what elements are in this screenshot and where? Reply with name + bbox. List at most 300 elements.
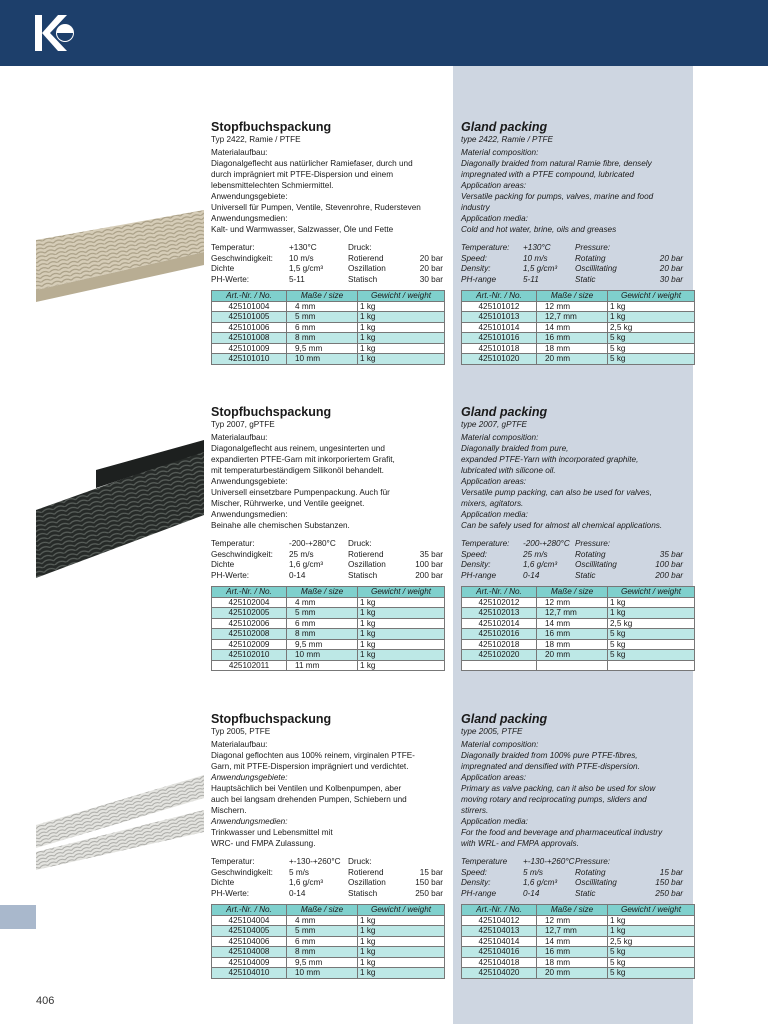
- table-row: [212, 968, 445, 979]
- spec-cell: 35 bar: [419, 549, 443, 559]
- description-line: Universell für Pumpen, Ventile, Stevenrohre, Rudersteven: [211, 203, 421, 212]
- table-cell: 425102009: [212, 639, 287, 650]
- table-cell: 14 mm: [537, 936, 608, 947]
- description-line: lubricated with silicone oil.: [461, 466, 556, 475]
- specifications: [461, 538, 695, 580]
- spec-cell: +-130-+260°C: [523, 857, 575, 866]
- table-cell: 425102008: [212, 629, 287, 640]
- table-cell: 425104012: [462, 915, 537, 926]
- table-cell: 1 kg: [358, 343, 445, 354]
- table-cell: 1 kg: [608, 608, 695, 619]
- table-cell: 1 kg: [608, 597, 695, 608]
- table-row: [462, 597, 695, 608]
- table-header: Art.-Nr. / No.: [462, 587, 537, 598]
- description-line: Cold and hot water, brine, oils and greases: [461, 225, 617, 234]
- table-row: [462, 312, 695, 323]
- table-cell: 12,7 mm: [537, 312, 608, 323]
- description-line: expandierten PTFE-Garn mit inkorporiertem Grafit,: [211, 455, 395, 464]
- table-header: Gewicht / weight: [358, 291, 445, 302]
- table-cell: 425102013: [462, 608, 537, 619]
- table-cell: 425102005: [212, 608, 287, 619]
- spec-cell: 200 bar: [655, 570, 683, 580]
- spec-cell: PH-Werte:: [211, 274, 250, 284]
- description-line: Hauptsächlich bei Ventilen und Kolbenpumpen, aber: [211, 784, 402, 793]
- spec-cell: 1,6 g/cm³: [523, 560, 558, 569]
- table-row: [462, 650, 695, 661]
- description-line: Material composition:: [461, 740, 539, 749]
- table-cell: 1 kg: [608, 312, 695, 323]
- table-cell: 425101013: [462, 312, 537, 323]
- table-cell: 20 mm: [537, 354, 608, 365]
- description-line: Material composition:: [461, 148, 539, 157]
- table-cell: 1 kg: [358, 936, 445, 947]
- article-table: [461, 904, 695, 979]
- table-row: [212, 354, 445, 365]
- table-cell: 9,5 mm: [287, 957, 358, 968]
- table-cell: 1 kg: [358, 915, 445, 926]
- description-line: Materialaufbau:: [211, 433, 268, 442]
- table-cell: [462, 660, 537, 671]
- table-cell: 1 kg: [358, 301, 445, 312]
- table-cell: 9,5 mm: [287, 639, 358, 650]
- header-bar: [0, 0, 768, 66]
- specifications: [211, 538, 445, 580]
- spec-cell: Temperatur:: [211, 857, 255, 866]
- spec-cell: Druck:: [348, 539, 372, 548]
- description-line: Mischern.: [211, 806, 247, 815]
- table-cell: 425101010: [212, 354, 287, 365]
- description-line: Versatile packing for pumps, valves, marine and food: [461, 192, 654, 201]
- spec-cell: [398, 242, 443, 253]
- table-row: [212, 333, 445, 344]
- spec-cell: Druck:: [348, 857, 372, 866]
- table-cell: 425101020: [462, 354, 537, 365]
- spec-cell: 10 m/s: [289, 253, 314, 263]
- spec-cell: 150 bar: [415, 878, 443, 887]
- description-line: Application media:: [461, 817, 528, 826]
- description-line: Versatile pump packing, can also be used for valves,: [461, 488, 652, 497]
- description-line: industry: [461, 203, 490, 212]
- description-line: Application media:: [461, 214, 528, 223]
- table-cell: 425101004: [212, 301, 287, 312]
- description-line: expanded PTFE-Yarn with incorporated graphite,: [461, 455, 639, 464]
- table-header: Gewicht / weight: [608, 905, 695, 916]
- table-header: Art.-Nr. / No.: [212, 587, 287, 598]
- table-cell: 425104008: [212, 947, 287, 958]
- spec-cell: [398, 856, 443, 867]
- table-cell: 425104010: [212, 968, 287, 979]
- table-row: [212, 629, 445, 640]
- description-line: mit temperaturbeständigem Silikonöl behandelt.: [211, 466, 384, 475]
- specifications: [461, 856, 695, 898]
- table-cell: 20 mm: [537, 650, 608, 661]
- table-cell: 1 kg: [358, 660, 445, 671]
- spec-cell: 1,5 g/cm³: [523, 264, 558, 273]
- table-cell: 425102004: [212, 597, 287, 608]
- table-cell: 2,5 kg: [608, 618, 695, 629]
- spec-cell: -200-+280°C: [523, 539, 570, 548]
- spec-cell: PH-range: [461, 274, 497, 284]
- spec-cell: 1,6 g/cm³: [523, 878, 558, 887]
- spec-cell: Statisch: [348, 274, 378, 284]
- table-row: [462, 639, 695, 650]
- table-cell: 1 kg: [358, 926, 445, 937]
- table-row: [212, 947, 445, 958]
- table-cell: 12 mm: [537, 915, 608, 926]
- table-cell: 5 kg: [608, 639, 695, 650]
- table-cell: 2,5 kg: [608, 322, 695, 333]
- table-cell: 425102016: [462, 629, 537, 640]
- spec-cell: Rotierend: [348, 549, 384, 559]
- article-table: [211, 586, 445, 671]
- spec-cell: 20 bar: [659, 264, 683, 273]
- table-cell: 6 mm: [287, 322, 358, 333]
- table-row: [212, 915, 445, 926]
- table-row: [462, 629, 695, 640]
- product-title: Stopfbuchspackung: [211, 120, 332, 134]
- table-cell: 425104018: [462, 957, 537, 968]
- spec-cell: Density:: [461, 264, 491, 273]
- table-cell: 5 kg: [608, 650, 695, 661]
- product-type: type 2422, Ramie / PTFE: [461, 135, 553, 144]
- table-row: [462, 957, 695, 968]
- table-cell: 1 kg: [358, 312, 445, 323]
- spec-cell: Temperatur:: [211, 243, 255, 252]
- table-cell: 425102011: [212, 660, 287, 671]
- table-cell: 1 kg: [358, 947, 445, 958]
- table-row: [462, 354, 695, 365]
- spec-cell: 100 bar: [415, 560, 443, 569]
- product-type: Typ 2005, PTFE: [211, 727, 271, 736]
- spec-cell: Rotating: [575, 549, 606, 559]
- table-row: [212, 597, 445, 608]
- table-header: Gewicht / weight: [358, 587, 445, 598]
- spec-cell: 1,6 g/cm³: [289, 560, 324, 569]
- description-line: Anwendungsmedien:: [211, 510, 288, 519]
- table-cell: 5 kg: [608, 629, 695, 640]
- table-cell: 1 kg: [358, 354, 445, 365]
- product-title: Gland packing: [461, 405, 548, 419]
- spec-cell: Oscillitating: [575, 560, 617, 569]
- table-cell: 18 mm: [537, 957, 608, 968]
- specifications: [461, 242, 695, 284]
- table-row: [462, 343, 695, 354]
- description-line: stirrers.: [461, 806, 489, 815]
- section-3-en: [461, 712, 695, 979]
- spec-cell: 25 m/s: [523, 549, 548, 559]
- table-cell: 425101009: [212, 343, 287, 354]
- table-row: [462, 322, 695, 333]
- spec-cell: 0-14: [523, 888, 540, 898]
- table-header: Art.-Nr. / No.: [212, 291, 287, 302]
- description-line: with WRL- and FMPA approvals.: [461, 839, 579, 848]
- table-cell: 1 kg: [608, 301, 695, 312]
- table-cell: 1 kg: [608, 915, 695, 926]
- table-cell: 425104016: [462, 947, 537, 958]
- spec-cell: 10 m/s: [523, 253, 548, 263]
- table-cell: 4 mm: [287, 301, 358, 312]
- spec-cell: Statisch: [348, 888, 378, 898]
- spec-cell: 150 bar: [655, 878, 683, 887]
- product-type: Typ 2422, Ramie / PTFE: [211, 135, 301, 144]
- table-cell: 10 mm: [287, 354, 358, 365]
- table-row: [462, 915, 695, 926]
- spec-cell: Rotating: [575, 867, 606, 877]
- table-cell: 1 kg: [358, 639, 445, 650]
- product-title: Stopfbuchspackung: [211, 405, 332, 419]
- table-cell: 5 kg: [608, 333, 695, 344]
- spec-cell: Dichte: [211, 560, 235, 569]
- spec-cell: Speed:: [461, 253, 487, 263]
- spec-cell: 15 bar: [419, 867, 443, 877]
- spec-cell: 5 m/s: [523, 867, 544, 877]
- spec-cell: Oscillitating: [575, 878, 617, 887]
- page-number: 406: [36, 995, 55, 1007]
- table-row: [462, 301, 695, 312]
- spec-cell: Temperature:: [461, 539, 510, 548]
- table-cell: 14 mm: [537, 618, 608, 629]
- table-cell: 425102012: [462, 597, 537, 608]
- table-cell: 5 kg: [608, 947, 695, 958]
- table-cell: 425104006: [212, 936, 287, 947]
- description-line: lebensmittelechten Schmiermittel.: [211, 181, 334, 190]
- description-line: impregnated with a PTFE compound, lubricated: [461, 170, 634, 179]
- table-header: Maße / size: [537, 587, 608, 598]
- table-cell: [537, 660, 608, 671]
- spec-cell: [398, 538, 443, 549]
- description-line: Material composition:: [461, 433, 539, 442]
- table-header: Gewicht / weight: [608, 587, 695, 598]
- table-cell: 425101008: [212, 333, 287, 344]
- description-line: WRC- und FMPA Zulassung.: [211, 839, 316, 848]
- table-cell: 425102006: [212, 618, 287, 629]
- description-line: impregnated and densified with PTFE-dispersion.: [461, 762, 640, 771]
- spec-cell: [635, 242, 683, 253]
- article-table: [461, 586, 695, 671]
- description-line: Application areas:: [461, 181, 527, 190]
- table-cell: 5 kg: [608, 968, 695, 979]
- table-header: Maße / size: [537, 905, 608, 916]
- table-row: [462, 333, 695, 344]
- spec-cell: 5 m/s: [289, 867, 310, 877]
- spec-cell: 20 bar: [419, 264, 443, 273]
- table-row: [212, 660, 445, 671]
- table-cell: 425104014: [462, 936, 537, 947]
- table-row: [212, 936, 445, 947]
- table-cell: 1 kg: [358, 629, 445, 640]
- spec-cell: 15 bar: [659, 867, 683, 877]
- description-line: Primary as valve packing, can it also be used for slow: [461, 784, 656, 793]
- spec-cell: Speed:: [461, 549, 487, 559]
- spec-cell: Dichte: [211, 264, 235, 273]
- spec-cell: Rotating: [575, 253, 606, 263]
- table-header: Art.-Nr. / No.: [212, 905, 287, 916]
- table-cell: 1 kg: [358, 608, 445, 619]
- spec-cell: Static: [575, 888, 596, 898]
- table-header: Gewicht / weight: [358, 905, 445, 916]
- product-title: Gland packing: [461, 712, 548, 726]
- table-cell: 5 mm: [287, 608, 358, 619]
- table-cell: 10 mm: [287, 968, 358, 979]
- table-row: [462, 926, 695, 937]
- table-row: [212, 618, 445, 629]
- table-header: Maße / size: [287, 291, 358, 302]
- spec-cell: Oszillation: [348, 560, 386, 569]
- article-table: [461, 290, 695, 365]
- table-cell: 1 kg: [358, 968, 445, 979]
- spec-cell: +-130-+260°C: [289, 857, 341, 866]
- description-line: Application areas:: [461, 773, 527, 782]
- table-header: Art.-Nr. / No.: [462, 291, 537, 302]
- spec-cell: Temperature:: [461, 243, 510, 252]
- table-cell: 1 kg: [608, 926, 695, 937]
- spec-cell: Oszillation: [348, 878, 386, 887]
- spec-cell: Geschwindigkeit:: [211, 253, 273, 263]
- description-line: Materialaufbau:: [211, 148, 268, 157]
- spec-cell: PH-range: [461, 888, 497, 898]
- description-line: Application media:: [461, 510, 528, 519]
- company-logo-icon: [34, 13, 78, 53]
- table-cell: 12 mm: [537, 301, 608, 312]
- table-row: [462, 618, 695, 629]
- spec-cell: 25 m/s: [289, 549, 314, 559]
- spec-cell: Oscillitating: [575, 264, 617, 273]
- table-cell: 4 mm: [287, 915, 358, 926]
- spec-cell: 5-11: [289, 274, 305, 284]
- section-1-de: [211, 120, 445, 365]
- product-image-graphite-packing: [36, 440, 204, 580]
- spec-cell: 0-14: [523, 570, 540, 580]
- product-type: type 2007, gPTFE: [461, 420, 527, 429]
- product-title: Gland packing: [461, 120, 548, 134]
- table-cell: 8 mm: [287, 333, 358, 344]
- spec-cell: Rotierend: [348, 253, 384, 263]
- specifications: [211, 856, 445, 898]
- description-line: Diagonally braided from pure,: [461, 444, 569, 453]
- table-cell: 1 kg: [358, 957, 445, 968]
- spec-cell: Statisch: [348, 570, 378, 580]
- spec-cell: PH-range: [461, 570, 497, 580]
- table-cell: 5 mm: [287, 926, 358, 937]
- table-cell: 1 kg: [358, 333, 445, 344]
- spec-cell: Static: [575, 274, 596, 284]
- spec-cell: Speed:: [461, 867, 487, 877]
- table-cell: 5 kg: [608, 343, 695, 354]
- description-line: Materialaufbau:: [211, 740, 268, 749]
- spec-cell: -200-+280°C: [289, 539, 336, 548]
- description-line: Anwendungsgebiete:: [211, 192, 288, 201]
- spec-cell: 100 bar: [655, 560, 683, 569]
- table-cell: 11 mm: [287, 660, 358, 671]
- description-line: For the food and beverage and pharmaceutical industry: [461, 828, 663, 837]
- description-line: Trinkwasser und Lebensmittel mit: [211, 828, 333, 837]
- spec-cell: 30 bar: [419, 274, 443, 284]
- table-cell: 425104013: [462, 926, 537, 937]
- description-line: auch bei langsam drehenden Pumpen, Schiebern und: [211, 795, 407, 804]
- table-header: Maße / size: [537, 291, 608, 302]
- side-tab-marker: [0, 905, 36, 929]
- table-header: Maße / size: [287, 905, 358, 916]
- table-cell: 6 mm: [287, 618, 358, 629]
- table-row: [462, 947, 695, 958]
- table-row: [462, 968, 695, 979]
- article-table: [211, 904, 445, 979]
- table-cell: 1 kg: [358, 597, 445, 608]
- spec-cell: Druck:: [348, 243, 372, 252]
- description-line: Diagonally braided from 100% pure PTFE-fibres,: [461, 751, 638, 760]
- table-cell: 425102014: [462, 618, 537, 629]
- table-cell: 8 mm: [287, 947, 358, 958]
- spec-cell: 20 bar: [419, 253, 443, 263]
- table-cell: [608, 660, 695, 671]
- table-cell: 1 kg: [358, 618, 445, 629]
- table-cell: 8 mm: [287, 629, 358, 640]
- table-cell: 425102018: [462, 639, 537, 650]
- description-line: Anwendungsmedien:: [211, 214, 288, 223]
- description-line: Kalt- und Warmwasser, Salzwasser, Öle und Fette: [211, 225, 394, 234]
- spec-cell: Geschwindigkeit:: [211, 867, 273, 877]
- description-line: Garn, mit PTFE-Dispersion imprägniert und verdichtet.: [211, 762, 409, 771]
- spec-cell: 0-14: [289, 570, 306, 580]
- table-cell: 10 mm: [287, 650, 358, 661]
- table-row: [212, 343, 445, 354]
- spec-cell: 20 bar: [659, 253, 683, 263]
- description-line: mixers, agitators.: [461, 499, 524, 508]
- table-header: Gewicht / weight: [608, 291, 695, 302]
- spec-cell: Pressure:: [575, 243, 611, 252]
- spec-cell: [635, 856, 683, 867]
- section-2-en: [461, 405, 695, 671]
- table-cell: 6 mm: [287, 936, 358, 947]
- table-row: [212, 608, 445, 619]
- table-cell: 425102020: [462, 650, 537, 661]
- table-cell: 425104009: [212, 957, 287, 968]
- table-cell: 12 mm: [537, 597, 608, 608]
- table-cell: 425101018: [462, 343, 537, 354]
- spec-cell: Static: [575, 570, 596, 580]
- spec-cell: Density:: [461, 878, 491, 887]
- table-cell: 425101005: [212, 312, 287, 323]
- product-type: Typ 2007, gPTFE: [211, 420, 275, 429]
- spec-cell: Rotierend: [348, 867, 384, 877]
- product-title: Stopfbuchspackung: [211, 712, 332, 726]
- table-cell: 4 mm: [287, 597, 358, 608]
- spec-cell: Geschwindigkeit:: [211, 549, 273, 559]
- description-line: Application areas:: [461, 477, 527, 486]
- spec-cell: 250 bar: [655, 888, 683, 898]
- spec-cell: Pressure:: [575, 857, 611, 866]
- table-cell: 20 mm: [537, 968, 608, 979]
- table-cell: 14 mm: [537, 322, 608, 333]
- description-line: Diagonalgeflecht aus natürlicher Ramiefaser, durch und: [211, 159, 413, 168]
- spec-cell: +130°C: [289, 243, 317, 252]
- table-cell: 425101012: [462, 301, 537, 312]
- table-header: Maße / size: [287, 587, 358, 598]
- description-line: durch imprägniert mit PTFE-Dispersion und einem: [211, 170, 394, 179]
- table-row: [212, 322, 445, 333]
- table-row: [212, 957, 445, 968]
- table-cell: 5 kg: [608, 354, 695, 365]
- article-table: [211, 290, 445, 365]
- description-line: Can be safely used for almost all chemical applications.: [461, 521, 663, 530]
- table-row: [462, 608, 695, 619]
- table-cell: 425104005: [212, 926, 287, 937]
- description-line: Mischer, Rührwerke, und Ventile geeignet.: [211, 499, 365, 508]
- spec-cell: 30 bar: [659, 274, 683, 284]
- table-cell: 5 kg: [608, 957, 695, 968]
- table-cell: 16 mm: [537, 629, 608, 640]
- table-cell: 425104020: [462, 968, 537, 979]
